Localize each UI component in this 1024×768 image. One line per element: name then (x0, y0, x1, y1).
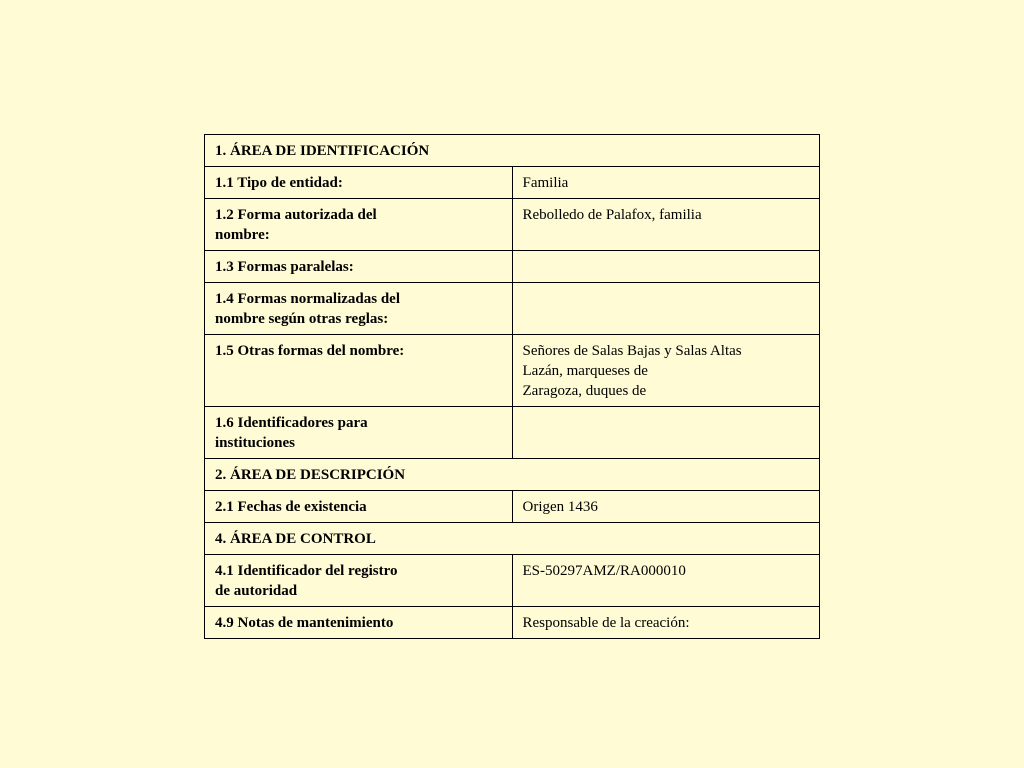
field-label-line: de autoridad (215, 583, 298, 599)
field-value-line: Zaragoza, duques de (522, 383, 647, 399)
table-row (205, 251, 820, 283)
field-label-forma-autorizada (205, 199, 513, 251)
section-title-descripcion: 2. ÁREA DE DESCRIPCIÓN (205, 459, 820, 491)
table-row (205, 555, 820, 607)
field-label-line: nombre: (215, 227, 270, 243)
field-label-line: 1.4 Formas normalizadas del (215, 291, 400, 307)
field-label-identificadores (205, 407, 513, 459)
section-row-identificacion (205, 135, 820, 167)
table-row (205, 607, 820, 639)
field-value-formas-normalizadas (512, 283, 820, 335)
section-row-descripcion (205, 459, 820, 491)
section-title-control: 4. ÁREA DE CONTROL (205, 523, 820, 555)
field-label-tipo-entidad: 1.1 Tipo de entidad: (205, 167, 513, 199)
field-value-line: Señores de Salas Bajas y Salas Altas (522, 343, 742, 359)
field-label-line: instituciones (215, 435, 296, 451)
field-value-formas-paralelas (512, 251, 820, 283)
field-value-forma-autorizada: Rebolledo de Palafox, familia (512, 199, 820, 251)
table-row (205, 491, 820, 523)
field-value-tipo-entidad: Familia (512, 167, 820, 199)
field-label-line: 1.6 Identificadores para (215, 415, 368, 431)
section-row-control (205, 523, 820, 555)
field-label-formas-normalizadas (205, 283, 513, 335)
section-title-identificacion: 1. ÁREA DE IDENTIFICACIÓN (205, 135, 820, 167)
authority-record-table (204, 134, 820, 639)
table-row (205, 283, 820, 335)
table-row (205, 199, 820, 251)
field-label-identificador-registro (205, 555, 513, 607)
field-value-identificadores (512, 407, 820, 459)
field-label-formas-paralelas: 1.3 Formas paralelas: (205, 251, 513, 283)
field-label-notas-mantenimiento: 4.9 Notas de mantenimiento (205, 607, 513, 639)
field-value-identificador-registro: ES-50297AMZ/RA000010 (512, 555, 820, 607)
field-value-otras-formas (512, 335, 820, 407)
table-row (205, 407, 820, 459)
table-row (205, 335, 820, 407)
field-value-line: Lazán, marqueses de (522, 363, 648, 379)
field-value-fechas-existencia: Origen 1436 (512, 491, 820, 523)
field-label-line: 4.1 Identificador del registro (215, 563, 398, 579)
field-label-line: 1.2 Forma autorizada del (215, 207, 377, 223)
field-value-notas-mantenimiento: Responsable de la creación: (512, 607, 820, 639)
field-label-otras-formas: 1.5 Otras formas del nombre: (205, 335, 513, 407)
field-label-line: nombre según otras reglas: (215, 311, 389, 327)
field-label-fechas-existencia: 2.1 Fechas de existencia (205, 491, 513, 523)
table-row (205, 167, 820, 199)
